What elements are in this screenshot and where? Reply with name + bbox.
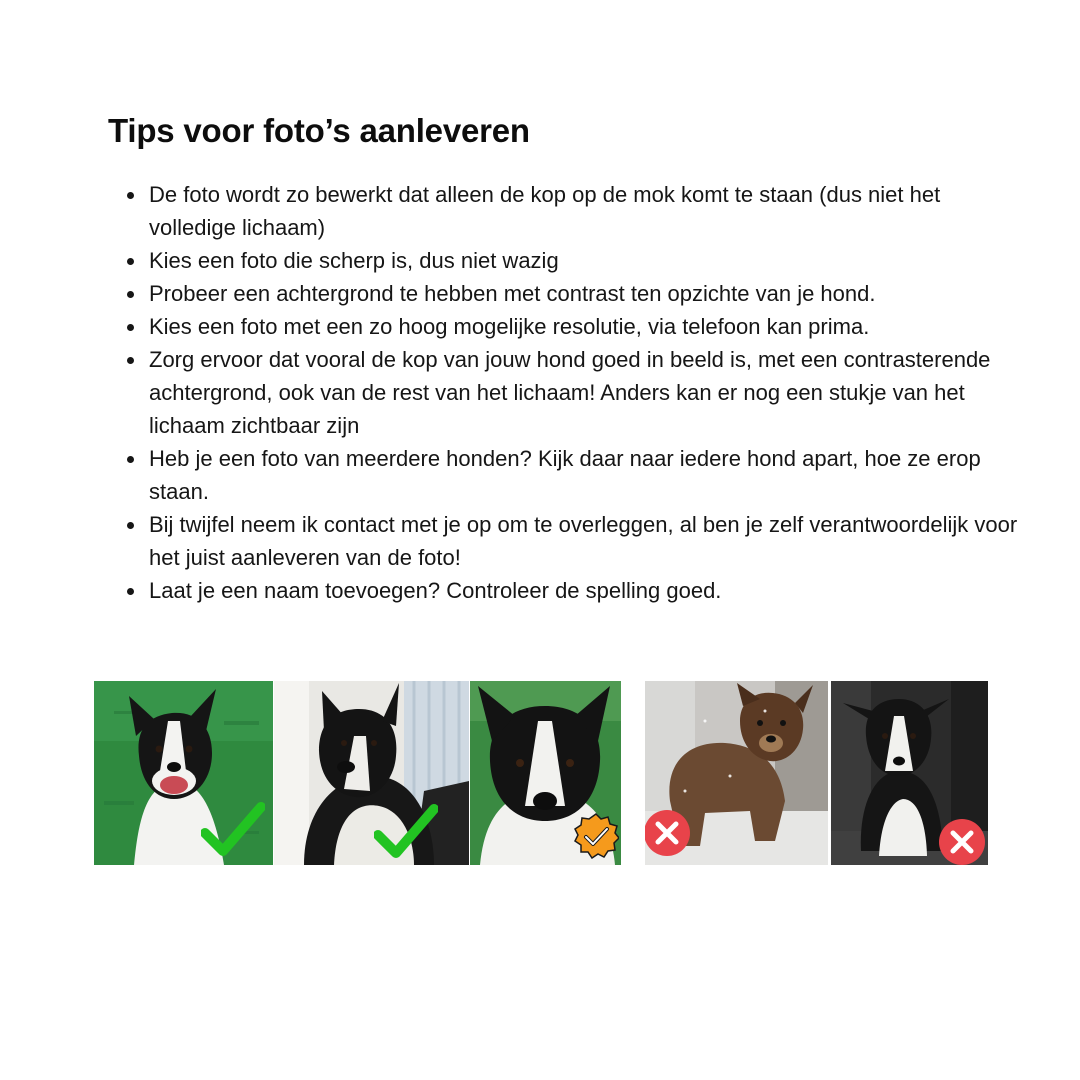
tip-item: De foto wordt zo bewerkt dat alleen de kop op de mok komt te staan (dus niet het volledige lichaam) (149, 178, 1029, 244)
red-x-icon (645, 809, 691, 857)
red-x-icon (938, 818, 986, 865)
tip-item: Zorg ervoor dat vooral de kop van jouw hond goed in beeld is, met een contrasterende achtergrond, ook van de rest van het lichaam! Anders kan er nog een stukje van het lichaam zichtbaar zijn (149, 343, 1029, 442)
photo-good-2 (274, 681, 469, 865)
tip-item: Laat je een naam toevoegen? Controleer de spelling goed. (149, 574, 1029, 607)
orange-check-seal-icon (573, 813, 619, 859)
photo-good-1 (94, 681, 273, 865)
tips-list (108, 178, 1029, 607)
tip-item: Probeer een achtergrond te hebben met contrast ten opzichte van je hond. (149, 277, 1029, 310)
dog-photo-image (274, 681, 469, 865)
tip-item: Kies een foto met een zo hoog mogelijke resolutie, via telefoon kan prima. (149, 310, 1029, 343)
tip-item: Heb je een foto van meerdere honden? Kijk daar naar iedere hond apart, hoe ze erop staan. (149, 442, 1029, 508)
photo-bad-2 (831, 681, 988, 865)
photo-ok (470, 681, 621, 865)
tip-item: Bij twijfel neem ik contact met je op om te overleggen, al ben je zelf verantwoordelijk voor het juist aanleveren van de foto! (149, 508, 1029, 574)
green-check-icon (374, 801, 438, 861)
green-check-icon (201, 799, 265, 859)
tip-item: Kies een foto die scherp is, dus niet wazig (149, 244, 1029, 277)
photo-bad-1 (645, 681, 828, 865)
page-title: Tips voor foto’s aanleveren (108, 112, 530, 149)
